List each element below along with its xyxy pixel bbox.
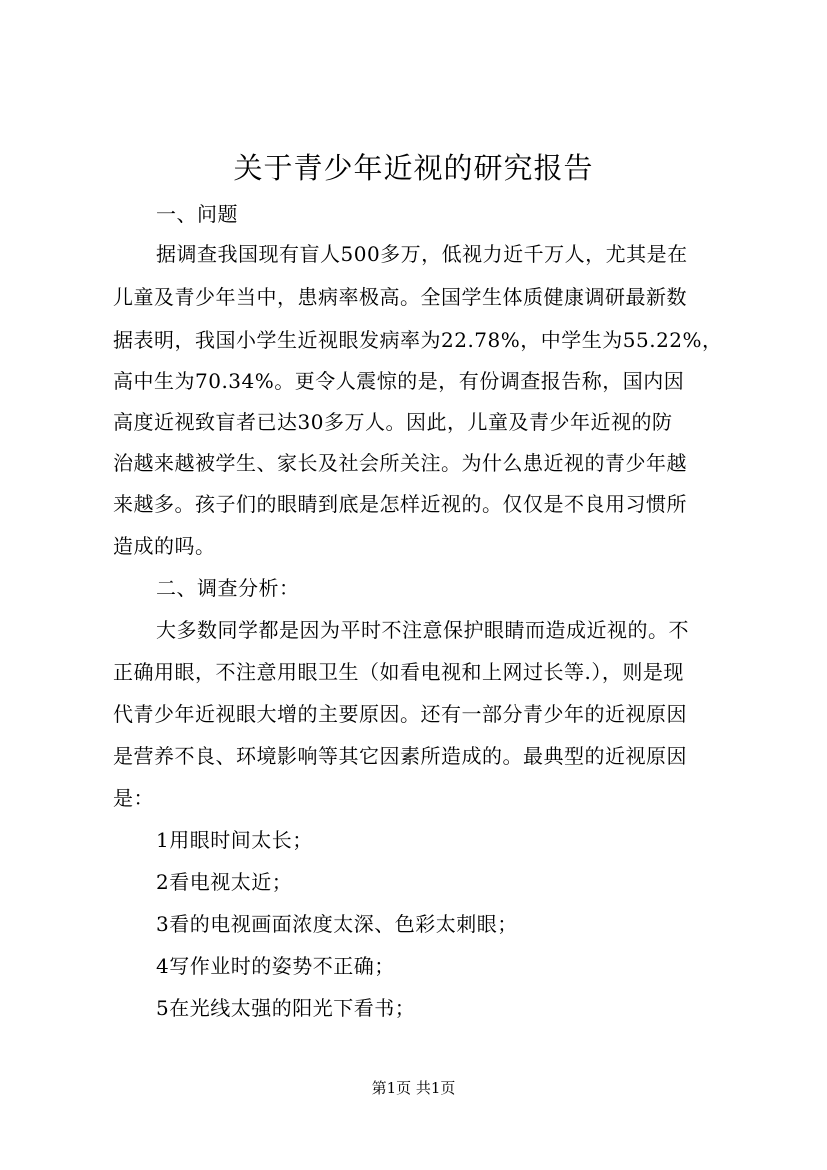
paragraph-line: 据调查我国现有盲人500多万，低视力近千万人，尤其是在: [156, 242, 688, 266]
paragraph-line: 是：: [113, 786, 154, 810]
paragraph-line: 一、问题: [156, 202, 238, 226]
paragraph-line: 二、调查分析：: [156, 576, 300, 600]
paragraph-line: 儿童及青少年当中，患病率极高。全国学生体质健康调研最新数: [113, 285, 687, 309]
paragraph-line: 造成的吗。: [113, 534, 216, 558]
paragraph-line: 是营养不良、环境影响等其它因素所造成的。最典型的近视原因: [113, 744, 687, 768]
paragraph-line: 高度近视致盲者已达30多万人。因此，儿童及青少年近视的防: [113, 410, 673, 434]
paragraph-line: 3看的电视画面浓度太深、色彩太刺眼；: [156, 912, 518, 936]
document-title: 关于青少年近视的研究报告: [233, 151, 594, 185]
paragraph-line: 高中生为70.34%。更令人震惊的是，有份调查报告称，国内因: [113, 369, 685, 393]
paragraph-line: 治越来越被学生、家长及社会所关注。为什么患近视的青少年越: [113, 451, 687, 475]
paragraph-line: 1用眼时间太长；: [156, 828, 313, 852]
paragraph-line: 2看电视太近；: [156, 870, 293, 894]
paragraph-line: 4写作业时的姿势不正确；: [156, 954, 395, 978]
paragraph-line: 据表明，我国小学生近视眼发病率为22.78%，中学生为55.22%，: [113, 328, 723, 352]
paragraph-line: 代青少年近视眼大增的主要原因。还有一部分青少年的近视原因: [113, 702, 687, 726]
paragraph-line: 正确用眼，不注意用眼卫生（如看电视和上网过长等.），则是现: [113, 660, 684, 684]
page-footer: 第1页 共1页: [371, 1079, 456, 1097]
paragraph-line: 大多数同学都是因为平时不注意保护眼睛而造成近视的。不: [156, 618, 689, 642]
paragraph-line: 来越多。孩子们的眼睛到底是怎样近视的。仅仅是不良用习惯所: [113, 492, 687, 516]
paragraph-line: 5在光线太强的阳光下看书；: [156, 996, 416, 1020]
